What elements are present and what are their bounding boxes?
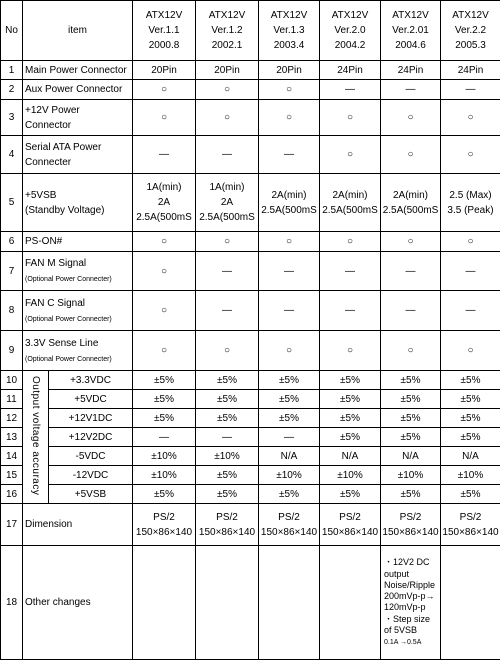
row-number: 16 (1, 485, 23, 504)
cell-value: ○ (441, 331, 500, 371)
cell-value: PS/2 150×86×140 (320, 504, 381, 546)
row-label: PS-ON# (23, 232, 133, 252)
row-label: +5VDC (49, 390, 133, 409)
table-row (1, 390, 500, 409)
cell-value: ±5% (259, 371, 320, 390)
cell-value: 1A(min) 2A 2.5A(500mS (196, 174, 259, 232)
header-item: item (23, 1, 133, 61)
cell-value: ±5% (196, 466, 259, 485)
cell-value (196, 546, 259, 660)
cell-value: ○ (259, 232, 320, 252)
row-number: 4 (1, 136, 23, 174)
row-number: 18 (1, 546, 23, 660)
cell-value: — (441, 252, 500, 291)
cell-value: — (133, 428, 196, 447)
cell-value: — (259, 428, 320, 447)
cell-value: N/A (441, 447, 500, 466)
row-label: FAN C Signal (Optional Power Connecter) (23, 291, 133, 331)
row-number: 7 (1, 252, 23, 291)
cell-value: ±10% (441, 466, 500, 485)
cell-value: ○ (381, 232, 441, 252)
header-version: ATX12V Ver.1.2 2002.1 (196, 1, 259, 61)
row-label: +12V1DC (49, 409, 133, 428)
row-number: 11 (1, 390, 23, 409)
cell-value: ±5% (133, 485, 196, 504)
row-number: 13 (1, 428, 23, 447)
table-row (1, 252, 500, 291)
table-row (1, 291, 500, 331)
cell-value: ±5% (196, 409, 259, 428)
table-row (1, 466, 500, 485)
cell-value (441, 546, 500, 660)
cell-value: — (259, 252, 320, 291)
header-no: No (1, 1, 23, 61)
cell-value: ○ (259, 331, 320, 371)
row-label: -12VDC (49, 466, 133, 485)
header-version: ATX12V Ver.1.3 2003.4 (259, 1, 320, 61)
table-row (1, 485, 500, 504)
cell-value (133, 546, 196, 660)
cell-value: — (320, 80, 381, 100)
cell-value: ○ (196, 331, 259, 371)
cell-value: 24Pin (320, 61, 381, 80)
cell-value: 24Pin (441, 61, 500, 80)
cell-value: ○ (441, 232, 500, 252)
cell-value: — (259, 291, 320, 331)
cell-value: ±5% (133, 390, 196, 409)
cell-value: PS/2 150×86×140 (196, 504, 259, 546)
cell-value: ○ (259, 80, 320, 100)
cell-value: ○ (133, 291, 196, 331)
row-label: +5VSB (Standby Voltage) (23, 174, 133, 232)
cell-value: ±10% (259, 466, 320, 485)
cell-value: ±5% (441, 371, 500, 390)
row-label: +12V2DC (49, 428, 133, 447)
cell-value: ±5% (320, 428, 381, 447)
cell-value: ±5% (441, 409, 500, 428)
cell-value: ±10% (320, 466, 381, 485)
cell-value: ±5% (381, 428, 441, 447)
cell-value: ±10% (196, 447, 259, 466)
cell-value: 2A(min) 2.5A(500mS (381, 174, 441, 232)
cell-value: ○ (196, 100, 259, 136)
row-number: 2 (1, 80, 23, 100)
table-row (1, 409, 500, 428)
table-row (1, 331, 500, 371)
row-number: 6 (1, 232, 23, 252)
row-number: 1 (1, 61, 23, 80)
row-label: Serial ATA Power Connecter (23, 136, 133, 174)
cell-value: ○ (133, 252, 196, 291)
cell-value: ○ (133, 232, 196, 252)
cell-value: N/A (320, 447, 381, 466)
row-number: 10 (1, 371, 23, 390)
cell-value: ±10% (133, 447, 196, 466)
table-row (1, 447, 500, 466)
cell-value: ○ (320, 232, 381, 252)
other-changes-notes: ・12V2 DC output Noise/Ripple 200mVp-p→ 120mVp-p ・Step size of 5VSB 0.1A →0.5A (381, 546, 441, 660)
cell-value: — (196, 428, 259, 447)
table-row (1, 371, 500, 390)
header-version: ATX12V Ver.2.01 2004.6 (381, 1, 441, 61)
cell-value: ○ (133, 80, 196, 100)
header-version: ATX12V Ver.1.1 2000.8 (133, 1, 196, 61)
cell-value: ±5% (320, 485, 381, 504)
cell-value: ±10% (381, 466, 441, 485)
cell-value: — (259, 136, 320, 174)
cell-value: ±5% (441, 390, 500, 409)
cell-value: ○ (441, 100, 500, 136)
cell-value: ○ (196, 232, 259, 252)
row-label: Dimension (23, 504, 133, 546)
row-number: 12 (1, 409, 23, 428)
cell-value: ±5% (320, 371, 381, 390)
cell-value: ○ (133, 100, 196, 136)
cell-value: ±5% (196, 485, 259, 504)
table-row (1, 100, 500, 136)
cell-value: — (196, 136, 259, 174)
cell-value: PS/2 150×86×140 (381, 504, 441, 546)
cell-value: ○ (320, 136, 381, 174)
cell-value: — (381, 252, 441, 291)
row-number: 8 (1, 291, 23, 331)
cell-value: N/A (259, 447, 320, 466)
cell-value: 20Pin (133, 61, 196, 80)
cell-value: — (441, 291, 500, 331)
header-row (1, 1, 500, 61)
cell-value: 2A(min) 2.5A(500mS (259, 174, 320, 232)
cell-value: ±5% (441, 485, 500, 504)
cell-value: — (381, 80, 441, 100)
cell-value: — (441, 80, 500, 100)
table-row (1, 546, 500, 660)
row-label: Main Power Connector (23, 61, 133, 80)
cell-value: ±5% (381, 409, 441, 428)
cell-value: ±5% (196, 390, 259, 409)
cell-value (320, 546, 381, 660)
row-label: +5VSB (49, 485, 133, 504)
cell-value: ±5% (133, 371, 196, 390)
row-label: +3.3VDC (49, 371, 133, 390)
cell-value: N/A (381, 447, 441, 466)
cell-value: ±10% (133, 466, 196, 485)
cell-value: 2.5 (Max) 3.5 (Peak) (441, 174, 500, 232)
cell-value: 1A(min) 2A 2.5A(500mS (133, 174, 196, 232)
row-label: Other changes (23, 546, 133, 660)
cell-value (259, 546, 320, 660)
table-row (1, 136, 500, 174)
cell-value: 20Pin (196, 61, 259, 80)
cell-value: ○ (133, 331, 196, 371)
cell-value: ○ (441, 136, 500, 174)
row-label: 3.3V Sense Line (Optional Power Connecter) (23, 331, 133, 371)
cell-value: 24Pin (381, 61, 441, 80)
table-row (1, 174, 500, 232)
table-row (1, 428, 500, 447)
cell-value: — (320, 291, 381, 331)
cell-value: ±5% (441, 428, 500, 447)
table-row (1, 61, 500, 80)
cell-value: ±5% (133, 409, 196, 428)
cell-value: ±5% (259, 409, 320, 428)
cell-value: PS/2 150×86×140 (441, 504, 500, 546)
cell-value: ±5% (320, 409, 381, 428)
table-row (1, 504, 500, 546)
row-number: 5 (1, 174, 23, 232)
row-number: 9 (1, 331, 23, 371)
header-version: ATX12V Ver.2.2 2005.3 (441, 1, 500, 61)
row-label: +12V Power Connector (23, 100, 133, 136)
cell-value: ±5% (381, 485, 441, 504)
row-number: 17 (1, 504, 23, 546)
cell-value: — (381, 291, 441, 331)
row-number: 15 (1, 466, 23, 485)
cell-value: ○ (259, 100, 320, 136)
cell-value: ○ (381, 331, 441, 371)
cell-value: 20Pin (259, 61, 320, 80)
accuracy-group-label: Output voltage accuracy (23, 371, 49, 504)
cell-value: ○ (381, 100, 441, 136)
cell-value: — (320, 252, 381, 291)
cell-value: ±5% (259, 390, 320, 409)
row-number: 14 (1, 447, 23, 466)
cell-value: — (196, 291, 259, 331)
cell-value: PS/2 150×86×140 (133, 504, 196, 546)
cell-value: ±5% (196, 371, 259, 390)
table-row (1, 80, 500, 100)
cell-value: ±5% (381, 390, 441, 409)
cell-value: — (133, 136, 196, 174)
cell-value: — (196, 252, 259, 291)
cell-value: ○ (196, 80, 259, 100)
cell-value: PS/2 150×86×140 (259, 504, 320, 546)
table-row (1, 232, 500, 252)
row-label: -5VDC (49, 447, 133, 466)
header-version: ATX12V Ver.2.0 2004.2 (320, 1, 381, 61)
cell-value: ○ (381, 136, 441, 174)
cell-value: 2A(min) 2.5A(500mS (320, 174, 381, 232)
row-label: FAN M Signal (Optional Power Connecter) (23, 252, 133, 291)
row-label: Aux Power Connector (23, 80, 133, 100)
cell-value: ○ (320, 331, 381, 371)
cell-value: ±5% (320, 390, 381, 409)
row-number: 3 (1, 100, 23, 136)
cell-value: ±5% (259, 485, 320, 504)
cell-value: ○ (320, 100, 381, 136)
cell-value: ±5% (381, 371, 441, 390)
